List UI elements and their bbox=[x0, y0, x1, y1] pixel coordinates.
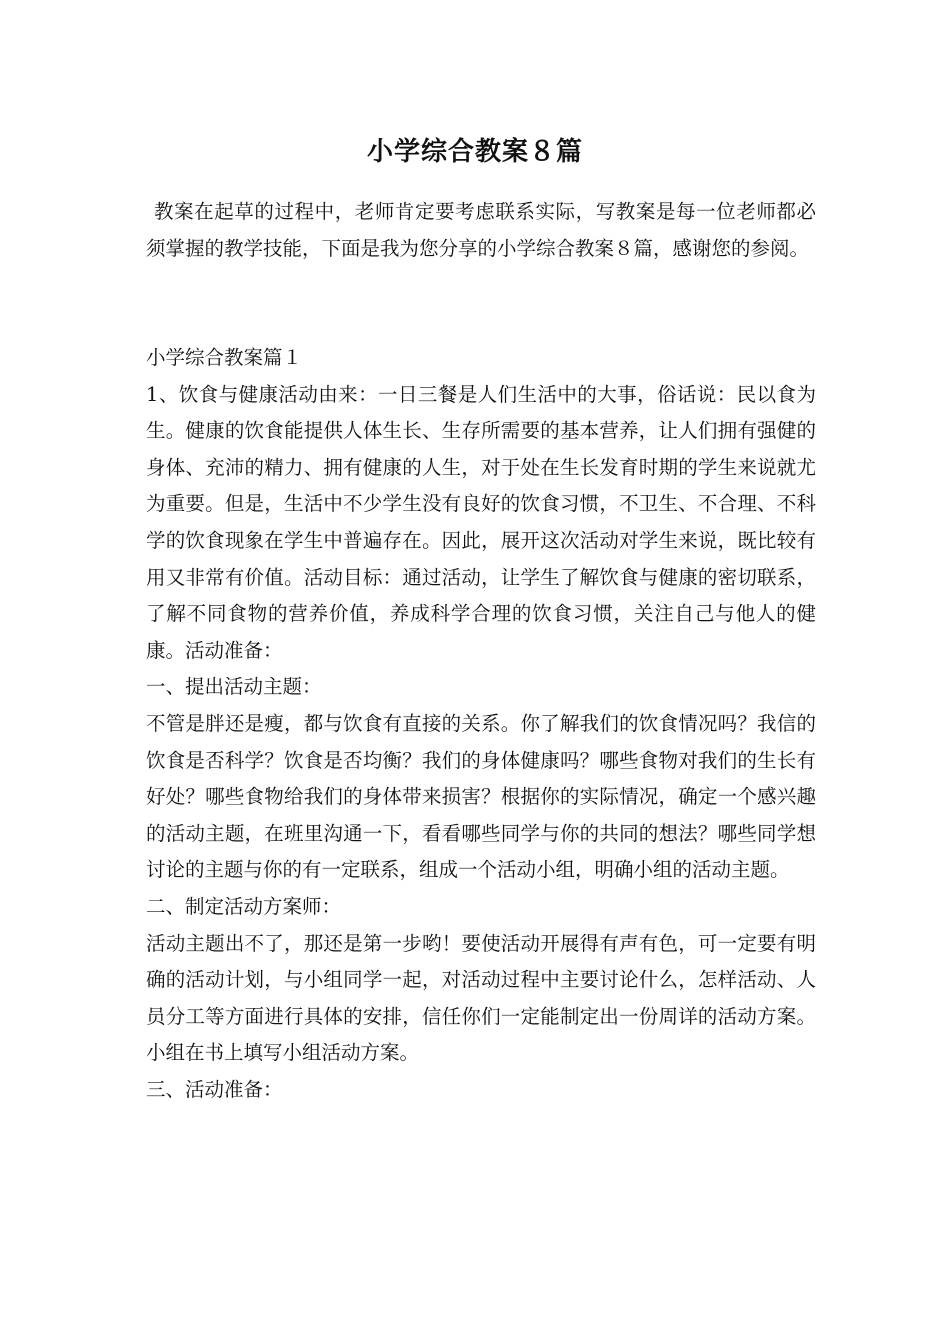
section-1 bbox=[146, 340, 816, 1108]
subheading-activity-theme: 一、提出活动主题： bbox=[146, 675, 322, 699]
document-title: 小学综合教案８篇 bbox=[366, 137, 583, 167]
paragraph-activity-plan: 活动主题出不了，那还是第一步哟！要使活动开展得有声有色，可一定要有明确的活动计划，与小组同学一起，对活动过程中主要讨论什么，怎样活动、人员分工等方面进行具体的安排，信任你们一定能制定出一份周详的活动方案。小组在书上填写小组活动方案。 bbox=[146, 931, 816, 1065]
intro-paragraph bbox=[146, 194, 816, 267]
intro-text: 教案在起草的过程中，老师肯定要考虑联系实际，写教案是每一位老师都必须掌握的教学技能，下面是我为您分享的小学综合教案８篇，感谢您的参阅。 bbox=[146, 200, 816, 260]
subheading-activity-preparation: 三、活动准备： bbox=[146, 1077, 283, 1101]
subheading-activity-plan: 二、制定活动方案师： bbox=[146, 894, 342, 918]
paragraph-activity-theme: 不管是胖还是瘦，都与饮食有直接的关系。你了解我们的饮食情况吗？我信的饮食是否科学？饮食是否均衡？我们的身体健康吗？哪些食物对我们的生长有好处？哪些食物给我们的身体带来损害？根据你的实际情况，确定一个感兴趣的活动主题，在班里沟通一下，看看哪些同学与你的共同的想法？哪些同学想讨论的主题与你的有一定联系，组成一个活动小组，明确小组的活动主题。 bbox=[146, 711, 816, 882]
section-heading: 小学综合教案篇１ bbox=[146, 346, 303, 369]
paragraph-activity-origin: 1、饮食与健康活动由来：一日三餐是人们生活中的大事，俗话说：民以食为生。健康的饮食能提供人体生长、生存所需要的基本营养，让人们拥有强健的身体、充沛的精力、拥有健康的人生，对于处在生长发育时期的学生来说就尤为重要。但是，生活中不少学生没有良好的饮食习惯，不卫生、不合理、不科学的饮食现象在学生中普遍存在。因此，展开这次活动对学生来说，既比较有用又非常有价值。活动目标：通过活动，让学生了解饮食与健康的密切联系，了解不同食物的营养价值，养成科学合理的饮食习惯，关注自己与他人的健康。活动准备： bbox=[146, 382, 816, 662]
